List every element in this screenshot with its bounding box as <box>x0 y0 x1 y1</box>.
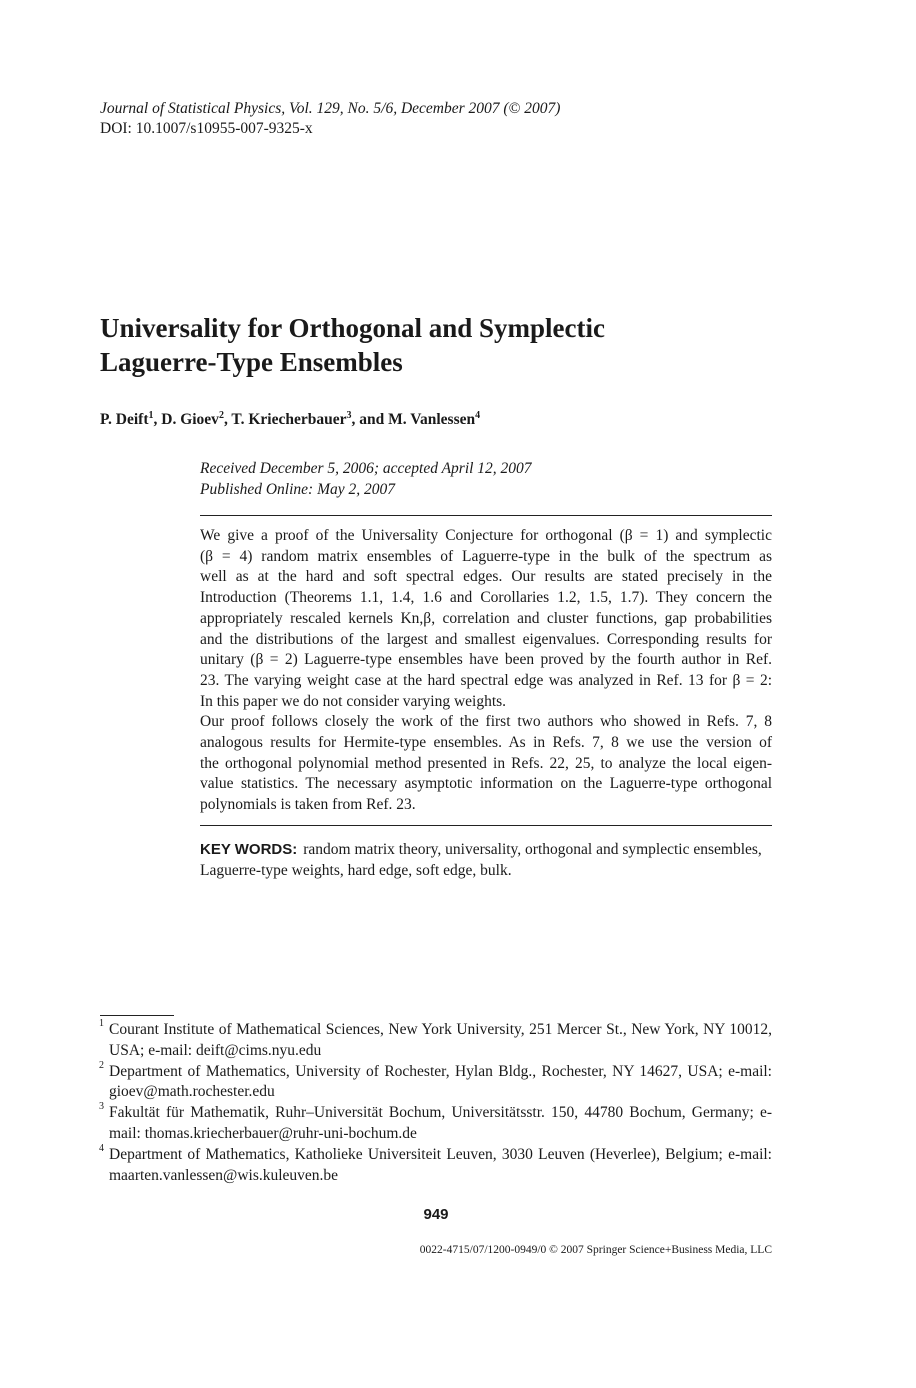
author-separator: , <box>223 411 232 428</box>
footnote-mark: 1 <box>99 1018 104 1029</box>
author-separator: , and <box>351 411 389 428</box>
footnote <box>100 1103 772 1145</box>
keywords-text: random matrix theory, universality, orthogonal and symplectic ensembles, Laguerre-type weights, hard edge, soft edge, bulk. <box>200 841 762 879</box>
author-name: M. Vanlessen <box>388 411 476 428</box>
abstract-paragraph <box>200 526 772 712</box>
journal-citation: Journal of Statistical Physics, Vol. 129, No. 5/6, December 2007 (© 2007) <box>100 100 561 117</box>
footnotes <box>100 1020 772 1186</box>
abstract-line: and the distributions of the largest and smallest eigenvalues. Corresponding results for <box>200 630 772 648</box>
footnote <box>99 1059 772 1104</box>
abstract-line: the orthogonal polynomial method presented in Refs. 22, 25, to analyze the local eigen- <box>200 754 772 772</box>
footnote-text: Department of Mathematics, University of Rochester, Hylan Bldg., Rochester, NY 14627, USA; e-mail: gioev@math.rochester.edu <box>109 1062 772 1101</box>
copyright-line: 0022-4715/07/1200-0949/0 © 2007 Springer Science+Business Media, LLC <box>419 1244 772 1256</box>
abstract <box>200 526 772 816</box>
footnote-text: Department of Mathematics, Katholieke Universiteit Leuven, 3030 Leuven (Heverlee), Belgium; e-mail: maarten.vanlessen@wis.kuleuven.be <box>109 1145 772 1184</box>
title-line: Universality for Orthogonal and Symplectic <box>100 313 605 343</box>
author <box>161 411 224 428</box>
author-name: T. Kriecherbauer <box>231 411 347 428</box>
abstract-line: In this paper we do not consider varying weights. <box>200 692 507 710</box>
author-separator: , <box>153 411 162 428</box>
footnote-text: Courant Institute of Mathematical Sciences, New York University, 251 Mercer St., New York, NY 10012, USA; e-mail: deift@cims.nyu.edu <box>109 1021 772 1059</box>
title-line: Laguerre-Type Ensembles <box>100 347 403 377</box>
abstract-line: appropriately rescaled kernels Kn,β, correlation and cluster functions, gap probabilities <box>200 609 772 627</box>
author <box>100 411 154 428</box>
abstract-line: unitary (β = 2) Laguerre-type ensembles have been proved by the fourth author in Ref. <box>200 651 772 669</box>
author <box>231 411 351 428</box>
abstract-line: Our proof follows closely the work of the first two authors who showed in Refs. 7, 8 <box>200 713 772 731</box>
abstract-paragraph <box>200 712 772 816</box>
paper-title <box>100 311 800 379</box>
footnote <box>99 1142 772 1187</box>
abstract-bottom-rule <box>200 825 772 826</box>
abstract-line: value statistics. The necessary asymptotic information on the Laguerre-type orthogonal <box>200 775 772 793</box>
affiliation-mark: 1 <box>148 409 154 421</box>
author-list <box>100 410 480 430</box>
received-date: Received December 5, 2006; accepted April 12, 2007 <box>200 460 532 477</box>
footnote <box>100 1020 772 1062</box>
footnote-mark: 4 <box>99 1142 104 1154</box>
page-number: 949 <box>423 1206 449 1223</box>
abstract-line: well as at the hard and soft spectral edges. Our results are stated precisely in the <box>200 568 772 586</box>
author-name: P. Deift <box>100 411 149 428</box>
footnote-mark: 3 <box>99 1101 104 1113</box>
abstract-line: Introduction (Theorems 1.1, 1.4, 1.6 and Corollaries 1.2, 1.5, 1.7). They concern the <box>200 589 772 607</box>
abstract-top-rule <box>200 515 772 516</box>
abstract-line: 23. The varying weight case at the hard spectral edge was analyzed in Ref. 13 for β = 2: <box>200 671 772 689</box>
abstract-line: polynomials is taken from Ref. 23. <box>200 796 416 814</box>
affiliation-mark: 3 <box>346 409 352 421</box>
affiliation-mark: 2 <box>218 409 224 421</box>
footnote-rule <box>100 1015 174 1016</box>
abstract-line: (β = 4) random matrix ensembles of Laguerre-type in the bulk of the spectrum as <box>200 547 772 565</box>
affiliation-mark: 4 <box>475 409 481 421</box>
doi: DOI: 10.1007/s10955-007-9325-x <box>100 120 313 137</box>
abstract-line: analogous results for Hermite-type ensembles. As in Refs. 7, 8 we use the version of <box>200 734 772 752</box>
published-date: Published Online: May 2, 2007 <box>200 481 396 498</box>
author-name: D. Gioev <box>161 411 219 428</box>
keywords-label: KEY WORDS: <box>200 841 298 858</box>
footnote-mark: 2 <box>99 1059 104 1071</box>
keywords <box>200 839 772 881</box>
author <box>388 411 480 428</box>
footnote-text: Fakultät für Mathematik, Ruhr–Universität Bochum, Universitätsstr. 150, 44780 Bochum, Germany; e-mail: thomas.kriecherbauer@ruhr-uni-bochum.de <box>109 1104 772 1142</box>
abstract-line: We give a proof of the Universality Conjecture for orthogonal (β = 1) and symplectic <box>200 527 772 544</box>
